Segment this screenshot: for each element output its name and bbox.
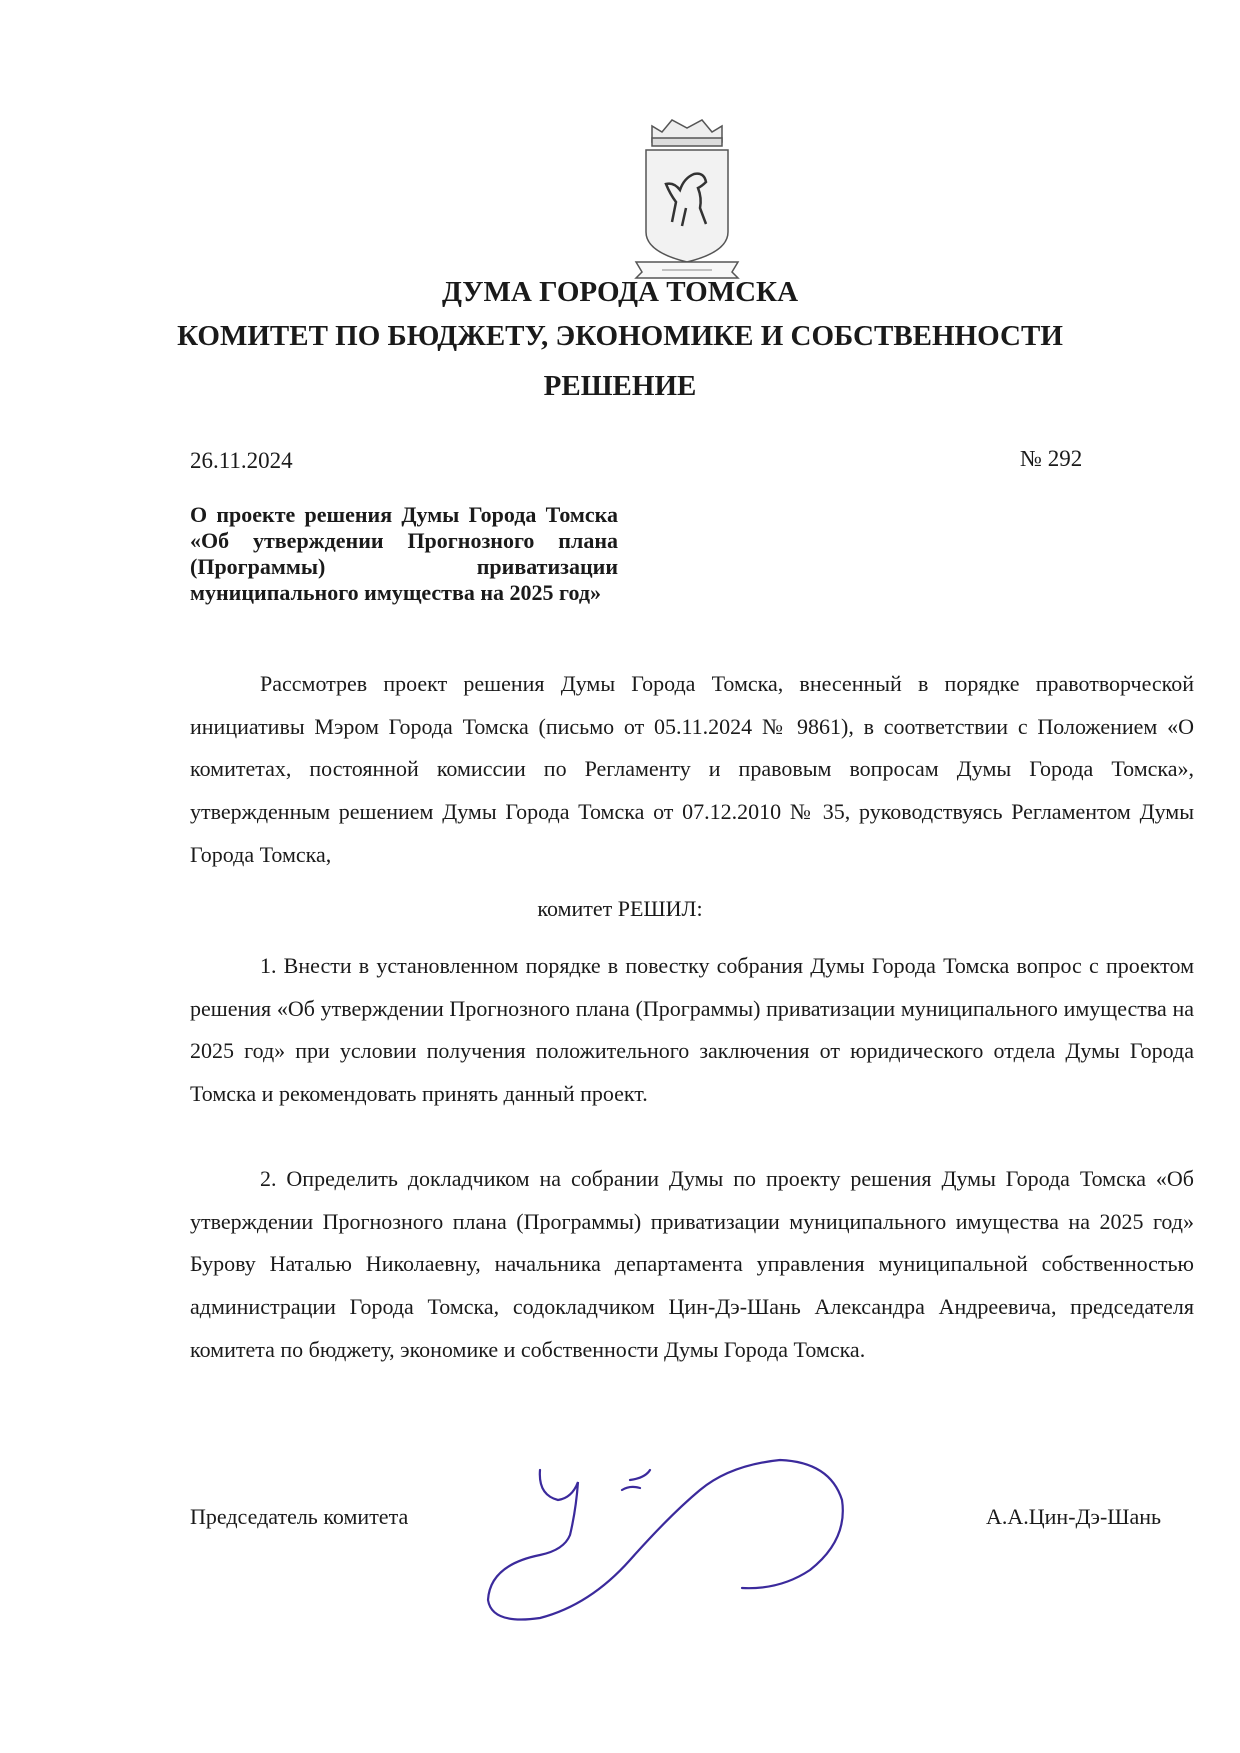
handwritten-signature [480,1440,900,1640]
committee-title: КОМИТЕТ ПО БЮДЖЕТУ, ЭКОНОМИКЕ И СОБСТВЕННОСТИ [177,320,1063,352]
signatory-name: А.А.Цин-Дэ-Шань [986,1504,1162,1529]
preamble-paragraph: Рассмотрев проект решения Думы Города Томска, внесенный в порядке правотворческой инициативы Мэром Города Томска (письмо от 05.11.2024 № 9861), в соответствии с Положением «О комитетах, постоянной комиссии по Регламенту и правовым вопросам Думы Города Томска», утвержденным решением Думы Города Томска от 07.12.2010 № 35, руководствуясь Регламентом Думы Города Томска, [190,671,1194,867]
decided-line: комитет РЕШИЛ: [537,896,703,921]
document-type: РЕШЕНИЕ [543,370,697,402]
decision-subject: О проекте решения Думы Города Томска «Об утверждении Прогнозного плана (Программы) приватизации муниципального имущества на 2025 год» [190,502,618,605]
item-2-paragraph: 2. Определить докладчиком на собрании Думы по проекту решения Думы Города Томска «Об утверждении Прогнозного плана (Программы) приватизации муниципального имущества на 2025 год» Бурову Наталью Николаевну, начальника департамента управления муниципальной собственностью администрации Города Томска, содокладчиком Цин-Дэ-Шань Александра Андреевича, председателя комитета по бюджету, экономике и собственности Думы Города Томска. [190,1166,1194,1362]
signatory-position: Председатель комитета [190,1504,409,1529]
decision-number: № 292 [1020,446,1083,471]
coat-of-arms-icon [632,112,742,280]
item-1-paragraph: 1. Внести в установленном порядке в повестку собрания Думы Города Томска вопрос с проектом решения «Об утверждении Прогнозного плана (Программы) приватизации муниципального имущества на 2025 год» при условии получения положительного заключения от юридического отдела Думы Города Томска и рекомендовать принять данный проект. [190,953,1194,1107]
decision-date: 26.11.2024 [190,448,293,473]
org-title: ДУМА ГОРОДА ТОМСКА [441,276,799,308]
